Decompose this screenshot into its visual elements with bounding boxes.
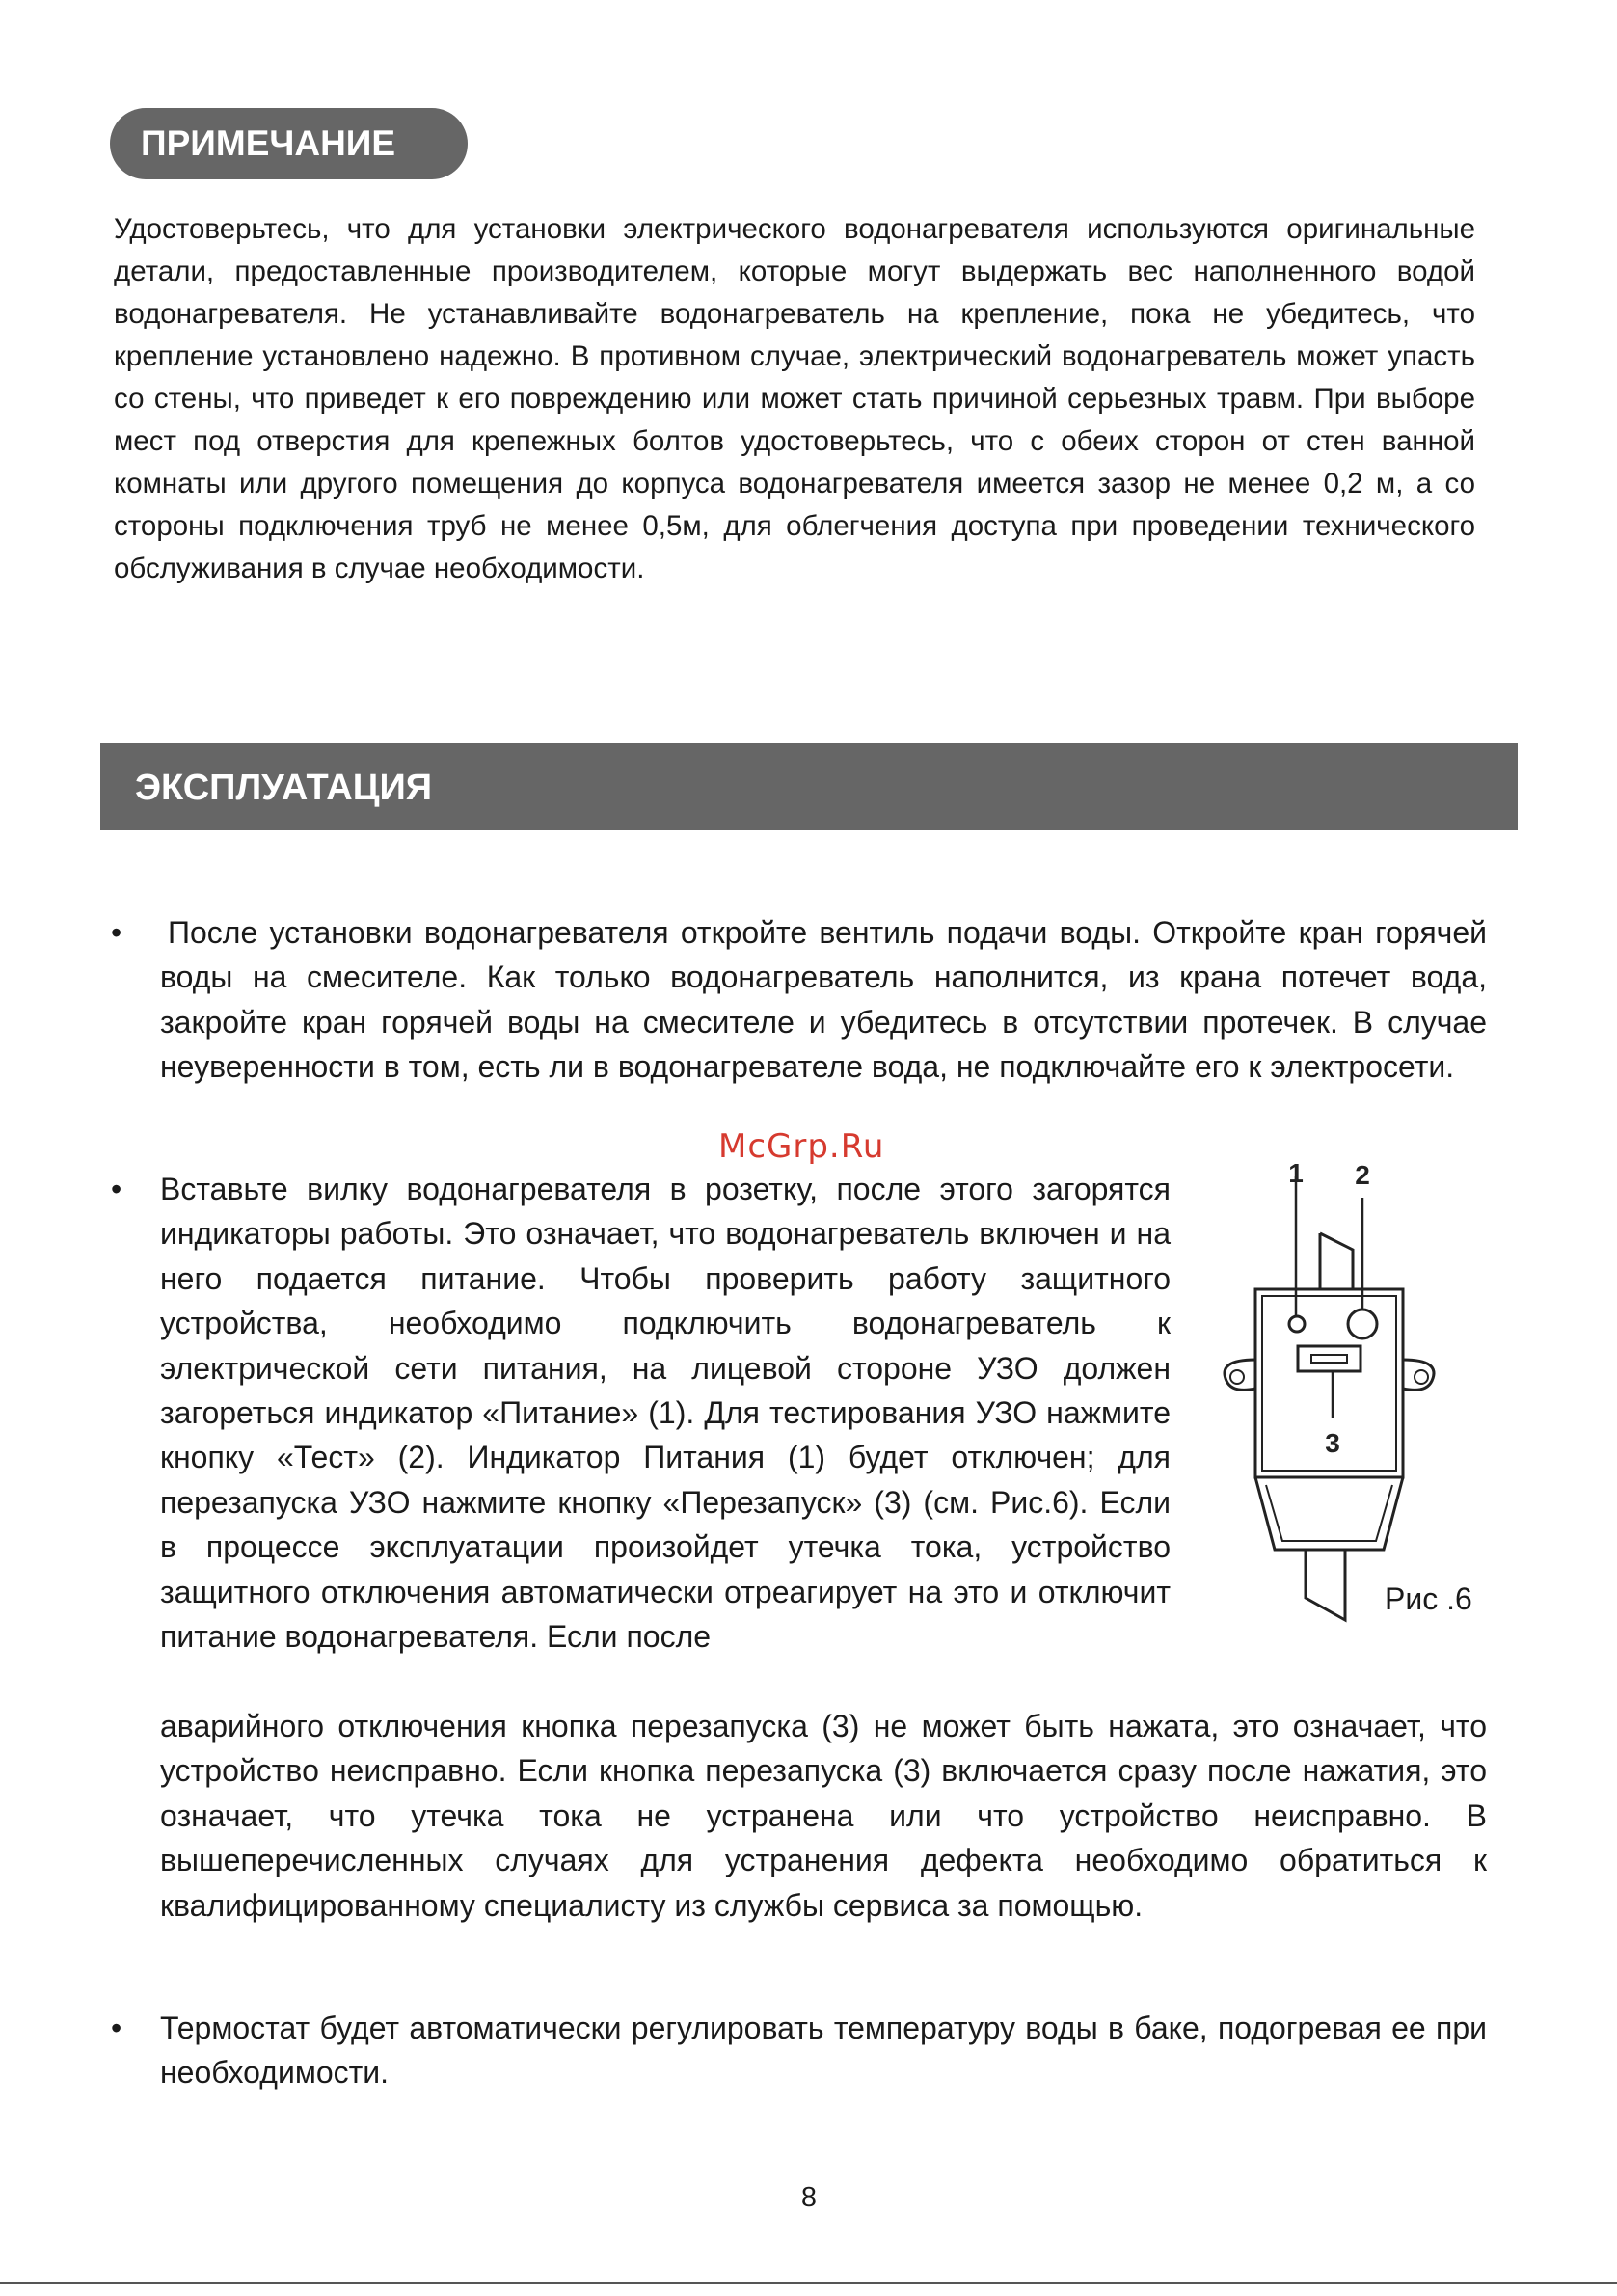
operation-item-1: После установки водонагревателя откройте вентиль подачи воды. Откройте кран горячей воды на смесителе. Как только водонагреватель наполнится, из крана потечет вода, закройте кран горячей воды на смесителе и убедитесь в отсутствии протечек. В случае неуверенности в том, есть ли в водонагревателе вода, не подключайте его к электросети.: [160, 915, 1487, 1085]
operation-item-3: Термостат будет автоматически регулировать температуру воды в баке, подогревая ее при необходимости.: [160, 2011, 1487, 2091]
bottom-rule: [0, 2282, 1617, 2284]
bullet-3: •: [111, 2011, 122, 2045]
note-text: Удостоверьтесь, что для установки электрического водонагревателя используются оригинальные детали, предоставленные производителем, которые могут выдержать вес наполненного водой водонагревателя. Не устанавливайте водонагреватель на крепление, пока не убедитесь, что крепление установлено надежно. В противном случае, электрический водонагреватель может упасть со стены, что приведет к его повреждению или может стать причиной серьезных травм. При выборе мест под отверстия для крепежных болтов удостоверьтесь, что с обеих сторон от стен ванной комнаты или другого помещения до корпуса водонагревателя имеется зазор не менее 0,2 м, а со стороны подключения труб не менее 0,5м, для облегчения доступа при проведении технического обслуживания в случае необходимости.: [114, 213, 1475, 584]
watermark: McGrp.Ru: [718, 1127, 885, 1166]
operation-heading: ЭКСПЛУАТАЦИЯ: [100, 743, 1518, 830]
figure-label-3: 3: [1325, 1428, 1340, 1458]
figure-caption: Рис .6: [1385, 1581, 1472, 1616]
figure-label-1: 1: [1288, 1158, 1304, 1188]
operation-item-2-part-1: Вставьте вилку водонагревателя в розетку, после этого загорятся индикаторы работы. Это означает, что водонагреватель включен и на него подается питание. Чтобы проверить работу защитного устройства, необходимо подключить водонагреватель к электрической сети питания, на лицевой стороне УЗО должен загореться индикатор «Питание» (1). Для тестирования УЗО нажмите кнопку «Тест» (2). Индикатор Питания (1) будет отключен; для перезапуска УЗО нажмите кнопку «Перезапуск» (3) (см. Рис.6). Если в процессе эксплуатации произойдет утечка тока, устройство защитного отключения автоматически отреагирует на это и отключит питание водонагревателя. Если после: [160, 1172, 1171, 1655]
bullet-2: •: [111, 1172, 122, 1206]
note-heading: ПРИМЕЧАНИЕ: [110, 108, 468, 179]
bullet-1: •: [111, 915, 122, 950]
page-number: 8: [800, 2182, 818, 2213]
figure-label-2: 2: [1355, 1160, 1370, 1190]
rcd-plug-figure: [1217, 1152, 1460, 1630]
operation-item-2-part-2: аварийного отключения кнопка перезапуска (3) не может быть нажата, это означает, что устройство неисправно. Если кнопка перезапуска (3) включается сразу после нажатия, это означает, что утечка тока не устранена или что устройство неисправно. В вышеперечисленных случаях для устранения дефекта необходимо обратиться к квалифицированному специалисту из службы сервиса за помощью.: [160, 1709, 1487, 1923]
